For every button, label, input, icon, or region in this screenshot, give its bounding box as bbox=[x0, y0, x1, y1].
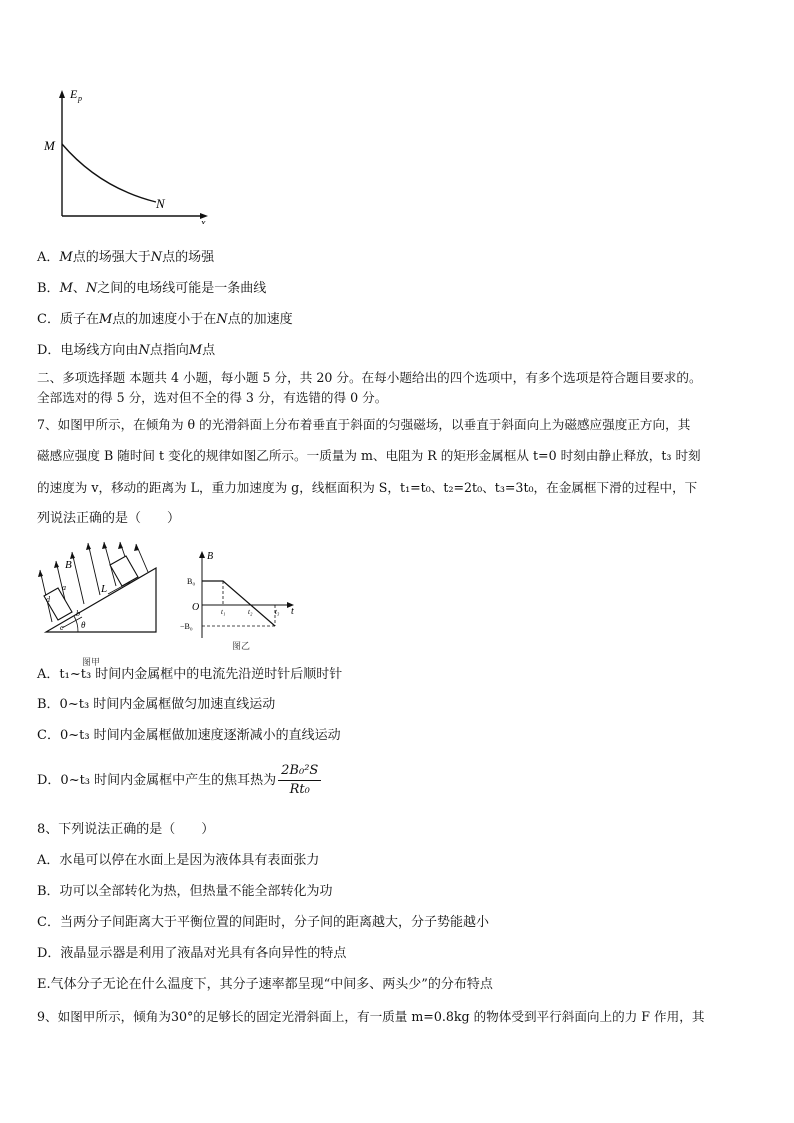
q8-option-c: C．当两分子间距离大于平衡位置的间距时，分子间的距离越大，分子势能越小 bbox=[37, 915, 489, 930]
ep-axis-label: E bbox=[70, 87, 78, 101]
figure-b-caption: 图乙 bbox=[232, 642, 251, 652]
q6-option-d: D．电场线方向由N点指向M点 bbox=[37, 343, 216, 358]
q7-stem-line-2: 磁感应强度 B 随时间 t 变化的规律如图乙所示。一质量为 m、电阻为 R 的矩形金属框从 t=0 时刻由静止释放，t₃ 时刻 bbox=[37, 448, 701, 463]
q8-stem: 8、下列说法正确的是（ ） bbox=[37, 822, 215, 837]
q8-option-e: E.气体分子无论在什么温度下，其分子速率都呈现“中间多、两头少”的分布特点 bbox=[37, 977, 493, 992]
corner-c-label: c bbox=[60, 623, 64, 632]
point-n-label: N bbox=[156, 196, 165, 211]
corner-a-label: a bbox=[62, 583, 66, 592]
ep-x-graph bbox=[36, 84, 216, 224]
q6-option-a: A．M点的场强大于N点的场强 bbox=[37, 250, 215, 265]
b0-label: B₀ bbox=[187, 577, 196, 586]
distance-l-label: L bbox=[101, 583, 108, 595]
t-axis-label: t bbox=[291, 606, 294, 617]
q7-stem-line-4: 列说法正确的是（ ） bbox=[37, 511, 181, 526]
q7-option-a: A．t₁~t₃ 时间内金属框中的电流先沿逆时针后顺时针 bbox=[37, 667, 343, 682]
section-2-heading: 二、多项选择题 本题共 4 小题，每小题 5 分，共 20 分。在每小题给出的四个选项中，有多个选项是符合题目要求的。 bbox=[37, 370, 702, 385]
q7-option-d: D．0~t₃ 时间内金属框中产生的焦耳热为 $\frac{\text{2B₀²S}}{\text{Rt₀}}$ bbox=[37, 760, 321, 802]
point-m-label: M bbox=[44, 138, 55, 153]
b-t-graph bbox=[178, 548, 308, 643]
corner-d-label: d bbox=[46, 595, 50, 604]
joule-heat-fraction: $\frac{\text{2B₀²S}}{\text{Rt₀}}$ bbox=[278, 762, 321, 799]
q6-option-b: B．M、N之间的电场线可能是一条曲线 bbox=[37, 281, 267, 296]
q8-option-d: D．液晶显示器是利用了液晶对光具有各向异性的特点 bbox=[37, 946, 347, 961]
x-axis-label: x bbox=[201, 218, 206, 224]
corner-b-label: b bbox=[76, 609, 80, 618]
q8-option-b: B．功可以全部转化为热，但热量不能全部转化为功 bbox=[37, 884, 333, 899]
q7-option-b: B．0~t₃ 时间内金属框做匀加速直线运动 bbox=[37, 697, 276, 712]
t3-label: t₃ bbox=[275, 608, 280, 616]
q9-stem-line-1: 9、如图甲所示，倾角为30°的足够长的固定光滑斜面上，有一质量 m=0.8kg 的物体受到平行斜面向上的力 F 作用，其 bbox=[37, 1009, 705, 1024]
q8-option-a: A．水黾可以停在水面上是因为液体具有表面张力 bbox=[37, 853, 320, 868]
section-2-instruction: 全部选对的得 5 分，选对但不全的得 3 分，有选错的得 0 分。 bbox=[37, 390, 388, 405]
b-axis-label: B bbox=[207, 551, 214, 562]
t1-label: t₁ bbox=[221, 608, 226, 616]
q7-stem-line-3: 的速度为 v，移动的距离为 L，重力加速度为 g，线框面积为 S，t₁=t₀、t₂=2t₀、t₃=3t₀，在金属框下滑的过程中，下 bbox=[37, 480, 698, 495]
incline-figure bbox=[38, 540, 163, 655]
theta-label: θ bbox=[81, 620, 86, 630]
q7-stem-line-1: 7、如图甲所示，在倾角为 θ 的光滑斜面上分布着垂直于斜面的匀强磁场，以垂直于斜面向上为磁感应强度正方向，其 bbox=[37, 417, 691, 432]
ep-axis-subscript: p bbox=[78, 94, 82, 103]
neg-b0-label: −B₀ bbox=[180, 622, 193, 631]
t2-label: t₂ bbox=[248, 608, 253, 616]
origin-label: O bbox=[192, 602, 200, 613]
figure-a-caption: 图甲 bbox=[82, 658, 101, 668]
field-b-label: B bbox=[65, 559, 72, 571]
q6-option-c: C．质子在M点的加速度小于在N点的加速度 bbox=[37, 312, 293, 327]
q7-option-c: C．0~t₃ 时间内金属框做加速度逐渐减小的直线运动 bbox=[37, 728, 341, 743]
